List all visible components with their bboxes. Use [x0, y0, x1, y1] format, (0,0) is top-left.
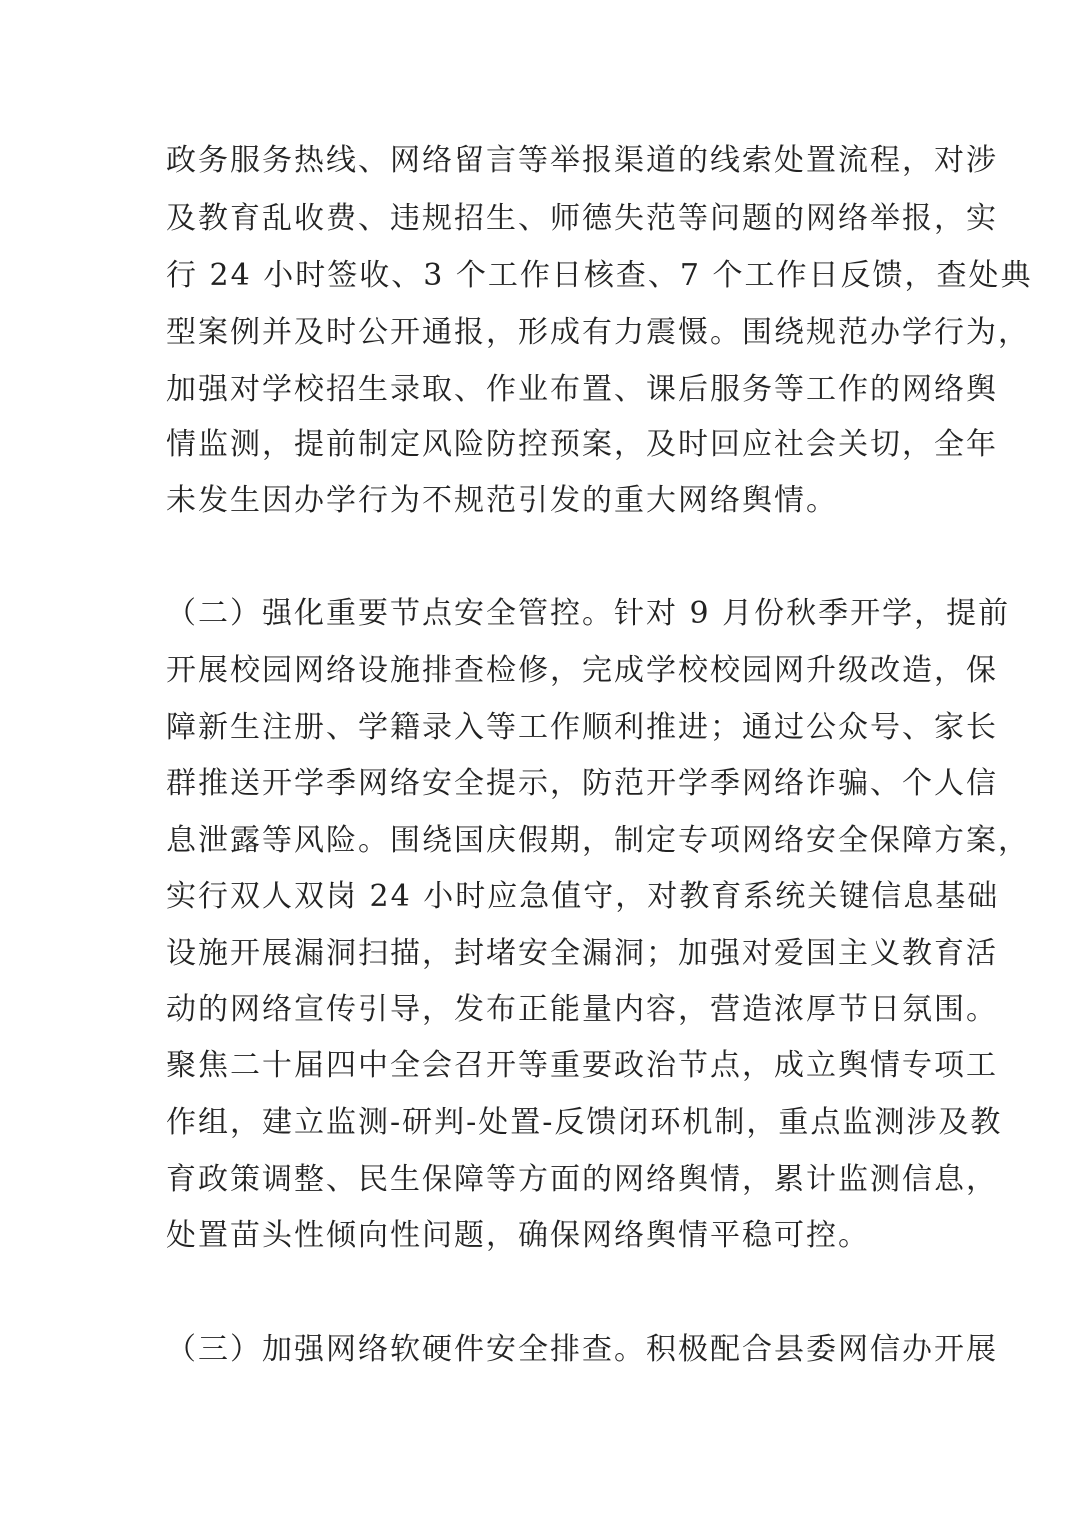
- paragraph-line: 育政策调整、民生保障等方面的网络舆情，累计监测信息，: [166, 1162, 998, 1197]
- paragraph-line: 及教育乱收费、违规招生、师德失范等问题的网络举报，实: [166, 201, 998, 236]
- paragraph-line: （三）加强网络软硬件安全排查。积极配合县委网信办开展: [166, 1332, 998, 1367]
- paragraph-line: 开展校园网络设施排查检修，完成学校校园网升级改造，保: [166, 653, 998, 688]
- paragraph-line: 情监测，提前制定风险防控预案，及时回应社会关切，全年: [166, 427, 998, 462]
- paragraph-line: 聚焦二十届四中全会召开等重要政治节点，成立舆情专项工: [166, 1048, 998, 1083]
- paragraph-line: 政务服务热线、网络留言等举报渠道的线索处置流程，对涉: [166, 143, 998, 178]
- paragraph-line: 加强对学校招生录取、作业布置、课后服务等工作的网络舆: [166, 372, 998, 407]
- paragraph-line: 行 24 小时签收、3 个工作日核查、7 个工作日反馈，查处典: [166, 258, 1033, 293]
- paragraph-line: 型案例并及时公开通报，形成有力震慑。围绕规范办学行为，: [166, 315, 1030, 350]
- paragraph-line: 动的网络宣传引导，发布正能量内容，营造浓厚节日氛围。: [166, 992, 998, 1027]
- paragraph-line: 处置苗头性倾向性问题，确保网络舆情平稳可控。: [166, 1218, 870, 1253]
- paragraph-line: 息泄露等风险。围绕国庆假期，制定专项网络安全保障方案，: [166, 823, 1030, 858]
- paragraph-line: 未发生因办学行为不规范引发的重大网络舆情。: [166, 483, 838, 518]
- paragraph-line: 实行双人双岗 24 小时应急值守，对教育系统关键信息基础: [166, 879, 1000, 914]
- paragraph-line: 群推送开学季网络安全提示，防范开学季网络诈骗、个人信: [166, 766, 998, 801]
- paragraph-line: 障新生注册、学籍录入等工作顺利推进；通过公众号、家长: [166, 710, 998, 745]
- paragraph-line: 作组，建立监测-研判-处置-反馈闭环机制，重点监测涉及教: [166, 1105, 1003, 1140]
- paragraph-line: （二）强化重要节点安全管控。针对 9 月份秋季开学，提前: [166, 596, 1011, 631]
- paragraph-line: 设施开展漏洞扫描，封堵安全漏洞；加强对爱国主义教育活: [166, 936, 998, 971]
